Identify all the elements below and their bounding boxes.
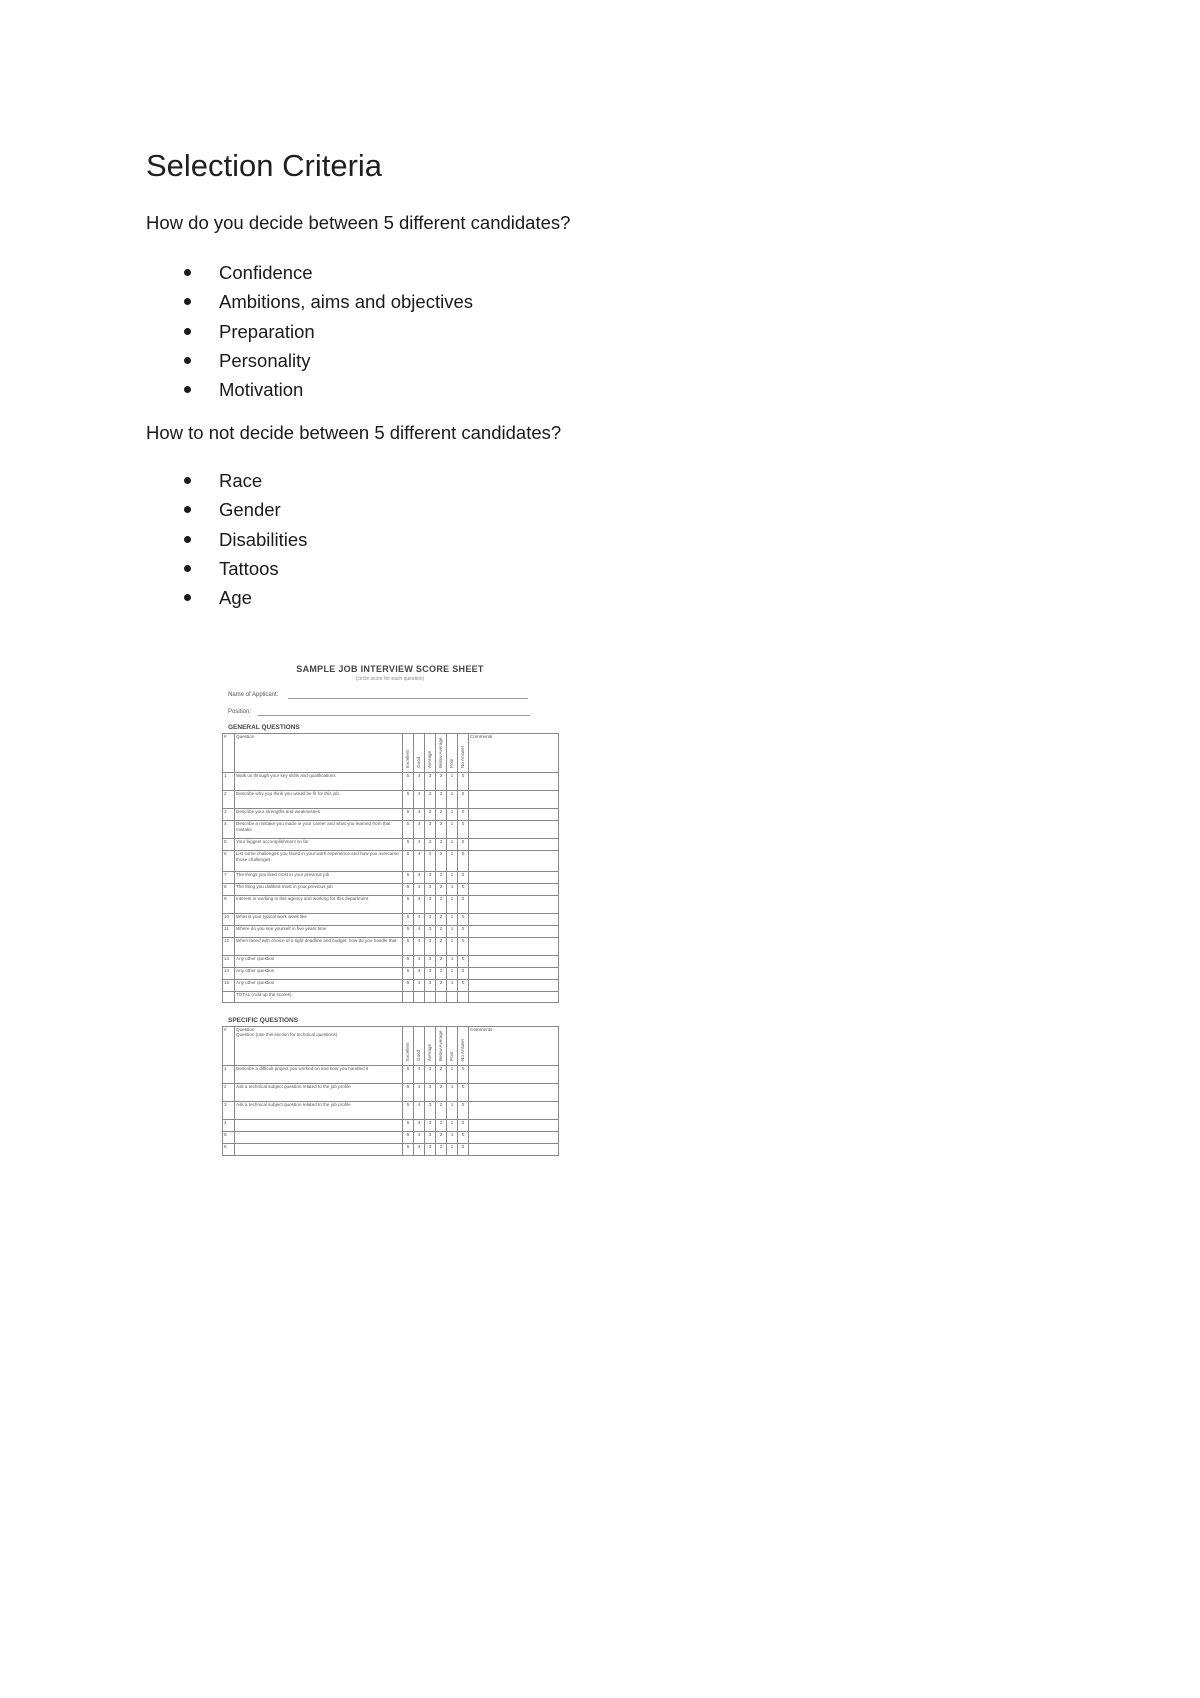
score-cell: 5 xyxy=(403,914,414,926)
question-decide: How do you decide between 5 different candidates? xyxy=(146,212,571,233)
question-number: 5 xyxy=(223,1132,235,1144)
comments-cell xyxy=(469,773,559,791)
score-cell: 1 xyxy=(447,1066,458,1084)
score-cell: 5 xyxy=(403,956,414,968)
score-cell: 5 xyxy=(403,851,414,872)
score-cell: 2 xyxy=(436,1066,447,1084)
score-cell: 2 xyxy=(436,1144,447,1156)
list-item xyxy=(146,583,307,612)
score-cell: 4 xyxy=(414,839,425,851)
question-number: 6 xyxy=(223,1144,235,1156)
score-cell: 3 xyxy=(425,791,436,809)
question-number: 13 xyxy=(223,956,235,968)
score-cell: 0 xyxy=(458,926,469,938)
comments-cell xyxy=(469,1084,559,1102)
score-cell: 5 xyxy=(403,872,414,884)
question-number: 3 xyxy=(223,809,235,821)
col-rating: Excellent xyxy=(403,734,414,773)
score-cell: 3 xyxy=(425,1120,436,1132)
question-text: Ask a technical subject question related to the job profile xyxy=(235,1102,403,1120)
table-row xyxy=(223,980,559,992)
score-cell: 3 xyxy=(425,968,436,980)
table-row xyxy=(223,1084,559,1102)
score-cell: 4 xyxy=(414,1102,425,1120)
specific-questions-table xyxy=(222,1026,559,1156)
bullet-icon xyxy=(184,386,191,393)
comments-cell xyxy=(469,872,559,884)
score-cell: 1 xyxy=(447,896,458,914)
score-cell: 4 xyxy=(414,884,425,896)
score-cell: 5 xyxy=(403,1102,414,1120)
question-number: 6 xyxy=(223,851,235,872)
question-text: Your biggest accomplishment so far xyxy=(235,839,403,851)
specific-questions-heading: SPECIFIC QUESTIONS xyxy=(228,1017,299,1024)
score-cell: 5 xyxy=(403,1132,414,1144)
score-cell: 0 xyxy=(458,1102,469,1120)
table-row xyxy=(223,884,559,896)
score-cell: 0 xyxy=(458,956,469,968)
table-row xyxy=(223,926,559,938)
comments-cell xyxy=(469,851,559,872)
question-number: 4 xyxy=(223,1120,235,1132)
score-cell: 5 xyxy=(403,1084,414,1102)
score-cell: 3 xyxy=(425,1084,436,1102)
score-cell: 2 xyxy=(436,1084,447,1102)
col-comments: Comments xyxy=(469,1027,559,1066)
comments-cell xyxy=(469,821,559,839)
list-item xyxy=(146,258,473,287)
score-cell: 3 xyxy=(425,851,436,872)
question-text xyxy=(235,1132,403,1144)
comments-cell xyxy=(469,956,559,968)
score-cell: 4 xyxy=(414,980,425,992)
col-rating: Average xyxy=(425,734,436,773)
question-number: 8 xyxy=(223,884,235,896)
total-cell xyxy=(447,992,458,1003)
comments-cell xyxy=(469,1132,559,1144)
score-cell: 1 xyxy=(447,809,458,821)
score-cell: 2 xyxy=(436,773,447,791)
score-cell: 1 xyxy=(447,980,458,992)
score-cell: 2 xyxy=(436,1120,447,1132)
list-item-text: Age xyxy=(219,587,252,609)
score-cell: 3 xyxy=(425,1066,436,1084)
page-title: Selection Criteria xyxy=(146,148,383,183)
score-cell: 1 xyxy=(447,821,458,839)
col-rating: Excellent xyxy=(403,1027,414,1066)
score-cell: 0 xyxy=(458,884,469,896)
score-cell: 1 xyxy=(447,872,458,884)
score-cell: 0 xyxy=(458,1066,469,1084)
question-text: The things you liked most in your previous job xyxy=(235,872,403,884)
score-cell: 2 xyxy=(436,980,447,992)
score-cell: 5 xyxy=(403,926,414,938)
score-cell: 3 xyxy=(425,1132,436,1144)
table-row xyxy=(223,809,559,821)
question-number: 3 xyxy=(223,1102,235,1120)
score-cell: 2 xyxy=(436,839,447,851)
score-cell: 3 xyxy=(425,938,436,956)
bullet-icon xyxy=(184,328,191,335)
question-number: 11 xyxy=(223,926,235,938)
score-cell: 4 xyxy=(414,1120,425,1132)
question-text: Any other question xyxy=(235,980,403,992)
col-rating: Good xyxy=(414,734,425,773)
score-cell: 2 xyxy=(436,1132,447,1144)
comments-cell xyxy=(469,809,559,821)
table-row xyxy=(223,1132,559,1144)
score-cell: 4 xyxy=(414,926,425,938)
score-cell: 3 xyxy=(425,872,436,884)
score-cell: 2 xyxy=(436,791,447,809)
comments-cell xyxy=(469,926,559,938)
list-item-text: Tattoos xyxy=(219,557,279,579)
score-cell: 0 xyxy=(458,821,469,839)
table-row xyxy=(223,773,559,791)
table-row xyxy=(223,956,559,968)
score-cell: 5 xyxy=(403,938,414,956)
comments-cell xyxy=(469,968,559,980)
score-cell: 5 xyxy=(403,980,414,992)
table-row xyxy=(223,791,559,809)
question-number: 14 xyxy=(223,968,235,980)
list-item xyxy=(146,554,307,583)
list-item-text: Ambitions, aims and objectives xyxy=(219,291,473,313)
total-cell xyxy=(403,992,414,1003)
question-text: Any other question xyxy=(235,956,403,968)
total-cell xyxy=(436,992,447,1003)
score-cell: 0 xyxy=(458,809,469,821)
list-item xyxy=(146,495,307,524)
question-text xyxy=(235,1120,403,1132)
score-cell: 4 xyxy=(414,938,425,956)
score-cell: 1 xyxy=(447,773,458,791)
comments-cell xyxy=(469,938,559,956)
comments-cell xyxy=(469,884,559,896)
score-sheet-image xyxy=(222,662,558,1152)
col-question: Question xyxy=(235,734,403,773)
comments-cell xyxy=(469,980,559,992)
score-cell: 1 xyxy=(447,1084,458,1102)
score-cell: 3 xyxy=(425,773,436,791)
total-number-cell xyxy=(223,992,235,1003)
question-number: 2 xyxy=(223,1084,235,1102)
total-label: TOTAL (Add up the scores) xyxy=(235,992,403,1003)
score-cell: 1 xyxy=(447,851,458,872)
score-cell: 1 xyxy=(447,1120,458,1132)
score-cell: 4 xyxy=(414,851,425,872)
score-cell: 1 xyxy=(447,1144,458,1156)
bullet-icon xyxy=(184,269,191,276)
score-cell: 1 xyxy=(447,1102,458,1120)
score-cell: 0 xyxy=(458,839,469,851)
score-cell: 0 xyxy=(458,1120,469,1132)
question-number: 1 xyxy=(223,1066,235,1084)
col-rating: Average xyxy=(425,1027,436,1066)
bullet-icon xyxy=(184,594,191,601)
score-cell: 4 xyxy=(414,896,425,914)
score-cell: 1 xyxy=(447,926,458,938)
comments-cell xyxy=(469,1120,559,1132)
question-number: 15 xyxy=(223,980,235,992)
table-row xyxy=(223,839,559,851)
question-text: Interest in working in this agency and working for this department xyxy=(235,896,403,914)
applicant-label: Name of Applicant: xyxy=(228,692,279,698)
score-cell: 4 xyxy=(414,821,425,839)
list-item-text: Preparation xyxy=(219,320,315,342)
score-cell: 0 xyxy=(458,914,469,926)
bullet-icon xyxy=(184,565,191,572)
score-cell: 2 xyxy=(436,896,447,914)
score-cell: 5 xyxy=(403,821,414,839)
col-rating: No Answer xyxy=(458,734,469,773)
score-cell: 0 xyxy=(458,938,469,956)
question-number: 2 xyxy=(223,791,235,809)
score-cell: 0 xyxy=(458,791,469,809)
table-row xyxy=(223,872,559,884)
score-cell: 0 xyxy=(458,872,469,884)
score-cell: 4 xyxy=(414,956,425,968)
score-cell: 3 xyxy=(425,839,436,851)
table-row xyxy=(223,914,559,926)
total-cell xyxy=(469,992,559,1003)
question-text: Describe your strengths and weaknesses xyxy=(235,809,403,821)
score-cell: 3 xyxy=(425,914,436,926)
total-row xyxy=(223,992,559,1003)
score-cell: 2 xyxy=(436,956,447,968)
table-row xyxy=(223,1120,559,1132)
score-cell: 0 xyxy=(458,980,469,992)
score-cell: 1 xyxy=(447,1132,458,1144)
position-label: Position: xyxy=(228,709,252,715)
score-cell: 2 xyxy=(436,872,447,884)
criteria-list xyxy=(146,258,473,404)
question-text: Any other question xyxy=(235,968,403,980)
question-number: 7 xyxy=(223,872,235,884)
general-questions-heading: GENERAL QUESTIONS xyxy=(228,724,300,731)
applicant-line xyxy=(288,698,528,699)
score-cell: 5 xyxy=(403,839,414,851)
score-cell: 0 xyxy=(458,1132,469,1144)
score-cell: 5 xyxy=(403,773,414,791)
score-cell: 2 xyxy=(436,1102,447,1120)
score-cell: 3 xyxy=(425,1102,436,1120)
question-number: 9 xyxy=(223,896,235,914)
bullet-icon xyxy=(184,536,191,543)
col-rating: Poor xyxy=(447,734,458,773)
bullet-icon xyxy=(184,357,191,364)
score-cell: 0 xyxy=(458,851,469,872)
score-cell: 4 xyxy=(414,1144,425,1156)
score-cell: 5 xyxy=(403,1144,414,1156)
list-item-text: Disabilities xyxy=(219,528,308,550)
question-text: Describe a mistake you made in your career and what you learned from that mistake xyxy=(235,821,403,839)
table-row xyxy=(223,896,559,914)
question-text: When faced with choice of a tight deadline and budget, how do you handle that xyxy=(235,938,403,956)
score-cell: 2 xyxy=(436,926,447,938)
table-row xyxy=(223,938,559,956)
score-cell: 1 xyxy=(447,956,458,968)
question-text: The thing you disliked most in your previous job xyxy=(235,884,403,896)
score-cell: 2 xyxy=(436,938,447,956)
question-number: 5 xyxy=(223,839,235,851)
list-item xyxy=(146,525,307,554)
col-comments: Comments xyxy=(469,734,559,773)
question-number: 10 xyxy=(223,914,235,926)
list-item-text: Personality xyxy=(219,349,311,371)
score-sheet-subtitle: (circle score for each question) xyxy=(355,676,425,682)
total-cell xyxy=(458,992,469,1003)
comments-cell xyxy=(469,1102,559,1120)
score-cell: 3 xyxy=(425,956,436,968)
score-cell: 2 xyxy=(436,914,447,926)
question-text: List some challenges you faced in your work experience and how you overcame those challenges xyxy=(235,851,403,872)
table-row xyxy=(223,851,559,872)
col-rating: Good xyxy=(414,1027,425,1066)
question-number: 12 xyxy=(223,938,235,956)
total-cell xyxy=(414,992,425,1003)
score-cell: 1 xyxy=(447,914,458,926)
score-cell: 4 xyxy=(414,791,425,809)
score-cell: 4 xyxy=(414,872,425,884)
question-number: 4 xyxy=(223,821,235,839)
exclusion-list xyxy=(146,466,307,612)
score-cell: 4 xyxy=(414,809,425,821)
score-cell: 2 xyxy=(436,968,447,980)
list-item xyxy=(146,466,307,495)
col-question: Question Question (use this section for technical questions) xyxy=(235,1027,403,1066)
score-cell: 4 xyxy=(414,914,425,926)
list-item xyxy=(146,287,473,316)
col-rating: No Answer xyxy=(458,1027,469,1066)
col-rating: Poor xyxy=(447,1027,458,1066)
score-cell: 0 xyxy=(458,1144,469,1156)
score-cell: 1 xyxy=(447,938,458,956)
score-cell: 1 xyxy=(447,968,458,980)
list-item-text: Gender xyxy=(219,499,281,521)
question-text: Walk us through your key skills and qualifications xyxy=(235,773,403,791)
question-text: What is your typical work week like xyxy=(235,914,403,926)
list-item-text: Confidence xyxy=(219,262,313,283)
comments-cell xyxy=(469,1066,559,1084)
score-cell: 2 xyxy=(436,884,447,896)
comments-cell xyxy=(469,914,559,926)
question-text: Ask a technical subject question related to the job profile xyxy=(235,1084,403,1102)
bullet-icon xyxy=(184,477,191,484)
score-cell: 2 xyxy=(436,821,447,839)
question-text: Describe a difficult project you worked on and how you handled it xyxy=(235,1066,403,1084)
col-rating: Below Average xyxy=(436,1027,447,1066)
question-text: Describe why you think you would be fit for this job xyxy=(235,791,403,809)
score-cell: 0 xyxy=(458,968,469,980)
score-cell: 5 xyxy=(403,1120,414,1132)
score-cell: 2 xyxy=(436,851,447,872)
score-cell: 1 xyxy=(447,839,458,851)
score-cell: 4 xyxy=(414,1132,425,1144)
list-item xyxy=(146,346,473,375)
list-item-text: Motivation xyxy=(219,379,304,401)
general-questions-table xyxy=(222,733,559,1003)
position-field xyxy=(228,709,251,715)
score-cell: 0 xyxy=(458,896,469,914)
col-rating: Below Average xyxy=(436,734,447,773)
score-cell: 4 xyxy=(414,1084,425,1102)
score-cell: 5 xyxy=(403,809,414,821)
comments-cell xyxy=(469,1144,559,1156)
score-cell: 5 xyxy=(403,896,414,914)
applicant-field xyxy=(228,692,278,698)
score-cell: 5 xyxy=(403,791,414,809)
table-row xyxy=(223,821,559,839)
score-cell: 3 xyxy=(425,926,436,938)
score-cell: 3 xyxy=(425,884,436,896)
col-number: # xyxy=(223,1027,235,1066)
table-row xyxy=(223,1066,559,1084)
score-cell: 3 xyxy=(425,821,436,839)
score-cell: 3 xyxy=(425,1144,436,1156)
score-cell: 2 xyxy=(436,809,447,821)
score-sheet-title: SAMPLE JOB INTERVIEW SCORE SHEET xyxy=(296,664,484,674)
score-cell: 1 xyxy=(447,791,458,809)
question-not-decide: How to not decide between 5 different candidates? xyxy=(146,422,562,443)
score-cell: 5 xyxy=(403,884,414,896)
question-text: Where do you see yourself in five years time xyxy=(235,926,403,938)
bullet-icon xyxy=(184,298,191,305)
score-cell: 3 xyxy=(425,980,436,992)
score-cell: 4 xyxy=(414,1066,425,1084)
question-text xyxy=(235,1144,403,1156)
comments-cell xyxy=(469,839,559,851)
list-item xyxy=(146,375,473,404)
position-line xyxy=(258,715,530,716)
score-cell: 3 xyxy=(425,809,436,821)
score-cell: 3 xyxy=(425,896,436,914)
bullet-icon xyxy=(184,506,191,513)
table-row xyxy=(223,968,559,980)
score-cell: 1 xyxy=(447,884,458,896)
list-item xyxy=(146,317,473,346)
table-row xyxy=(223,1102,559,1120)
col-number: # xyxy=(223,734,235,773)
score-cell: 4 xyxy=(414,968,425,980)
question-number: 1 xyxy=(223,773,235,791)
score-cell: 4 xyxy=(414,773,425,791)
score-cell: 5 xyxy=(403,1066,414,1084)
comments-cell xyxy=(469,791,559,809)
score-cell: 0 xyxy=(458,1084,469,1102)
comments-cell xyxy=(469,896,559,914)
score-cell: 5 xyxy=(403,968,414,980)
list-item-text: Race xyxy=(219,470,263,491)
table-row xyxy=(223,1144,559,1156)
score-cell: 0 xyxy=(458,773,469,791)
total-cell xyxy=(425,992,436,1003)
